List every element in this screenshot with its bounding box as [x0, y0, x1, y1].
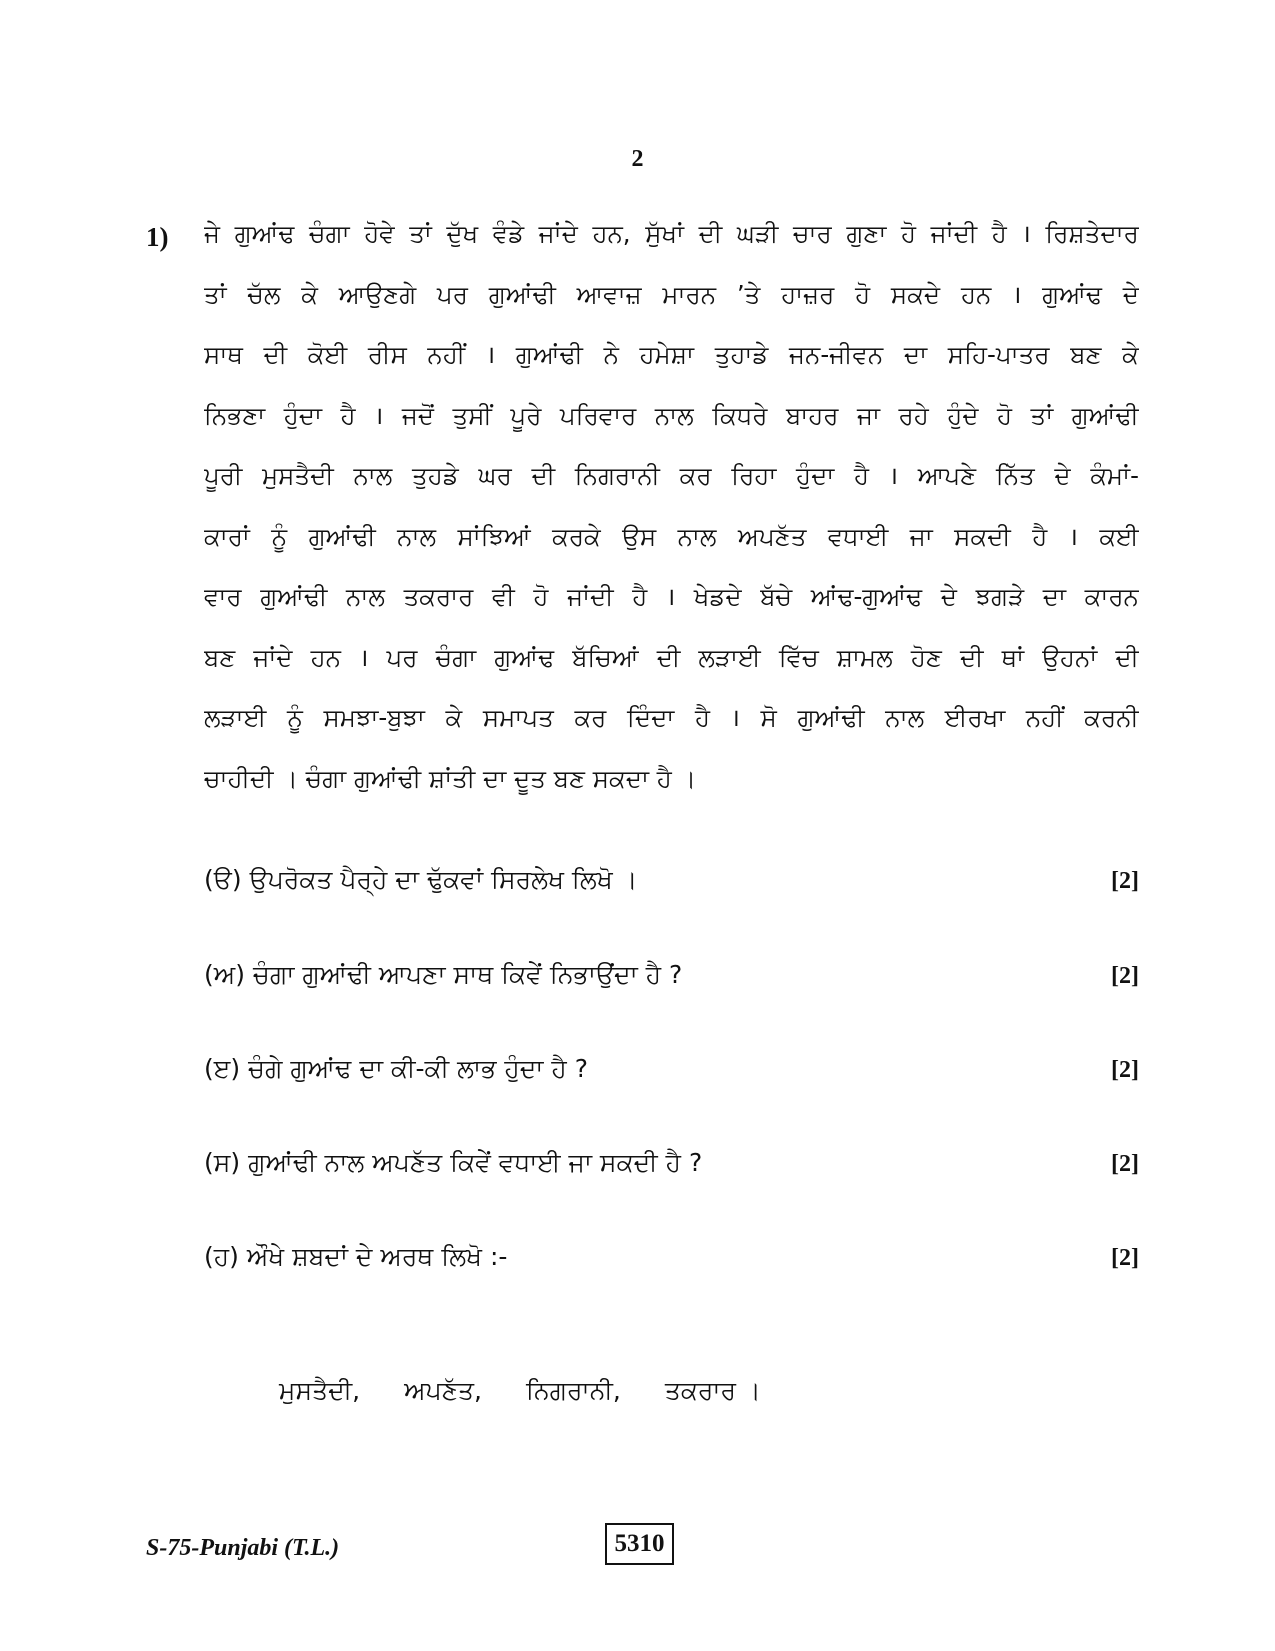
sub-question: [204, 1054, 1139, 1084]
marks: [2]: [1111, 963, 1139, 989]
passage-line: ਬਣ ਜਾਂਦੇ ਹਨ । ਪਰ ਚੰਗਾ ਗੁਆਂਢ ਬੱਚਿਆਂ ਦੀ ਲੜਾਈ ਵਿੱਚ ਸ਼ਾਮਲ ਹੋਣ ਦੀ ਥਾਂ ਉਹਨਾਂ ਦੀ: [204, 642, 1139, 672]
sub-question-body: ਉਪਰੋਕਤ ਪੈਰ੍ਹੇ ਦਾ ਢੁੱਕਵਾਂ ਸਿਰਲੇਖ ਲਿਖੋ ।: [249, 865, 638, 894]
marks: [2]: [1111, 1245, 1139, 1271]
passage-line: ਸਾਥ ਦੀ ਕੋਈ ਰੀਸ ਨਹੀਂ । ਗੁਆਂਢੀ ਨੇ ਹਮੇਸ਼ਾ ਤੁਹਾਡੇ ਜਨ-ਜੀਵਨ ਦਾ ਸਹਿ-ਪਾਤਰ ਬਣ ਕੇ: [204, 340, 1139, 369]
passage-line: ਜੇ ਗੁਆਂਢ ਚੰਗਾ ਹੋਵੇ ਤਾਂ ਦੁੱਖ ਵੰਡੇ ਜਾਂਦੇ ਹਨ, ਸੁੱਖਾਂ ਦੀ ਘੜੀ ਚਾਰ ਗੁਣਾ ਹੋ ਜਾਂਦੀ ਹੈ । ਰਿਸ਼ਤੇਦਾਰ: [204, 219, 1139, 248]
vocab-word: ਅਪਣੱਤ,: [404, 1376, 482, 1405]
sub-question: [204, 1242, 1139, 1272]
marks: [2]: [1111, 1057, 1139, 1083]
footer-code: S-75-Punjabi (T.L.): [146, 1535, 340, 1561]
sub-question-body: ਗੁਆਂਢੀ ਨਾਲ ਅਪਣੱਤ ਕਿਵੇਂ ਵਧਾਈ ਜਾ ਸਕਦੀ ਹੈ ?: [248, 1148, 703, 1177]
passage-line: ਪੂਰੀ ਮੁਸਤੈਦੀ ਨਾਲ ਤੁਹਡੇ ਘਰ ਦੀ ਨਿਗਰਾਨੀ ਕਰ ਰਿਹਾ ਹੁੰਦਾ ਹੈ । ਆਪਣੇ ਨਿੱਤ ਦੇ ਕੰਮਾਂ-: [204, 461, 1139, 490]
sub-question-text: [204, 960, 682, 990]
footer-box-number: 5310: [605, 1523, 674, 1565]
passage-line: ਲੜਾਈ ਨੂੰ ਸਮਝਾ-ਬੁਝਾ ਕੇ ਸਮਾਪਤ ਕਰ ਦਿੰਦਾ ਹੈ । ਸੋ ਗੁਆਂਢੀ ਨਾਲ ਈਰਖਾ ਨਹੀਂ ਕਰਨੀ: [204, 703, 1139, 732]
vocab-word: ਮੁਸਤੈਦੀ,: [279, 1376, 361, 1405]
sub-question-label: (ੳ): [204, 865, 242, 894]
passage-line: ਨਿਭਣਾ ਹੁੰਦਾ ਹੈ । ਜਦੋਂ ਤੁਸੀਂ ਪੂਰੇ ਪਰਿਵਾਰ ਨਾਲ ਕਿਧਰੇ ਬਾਹਰ ਜਾ ਰਹੇ ਹੁੰਦੇ ਹੋ ਤਾਂ ਗੁਆਂਢੀ: [204, 400, 1139, 430]
vocab-word: ਨਿਗਰਾਨੀ,: [525, 1376, 621, 1405]
sub-question: [204, 1148, 1139, 1178]
sub-question-body: ਚੰਗੇ ਗੁਆਂਢ ਦਾ ਕੀ-ਕੀ ਲਾਭ ਹੁੰਦਾ ਹੈ ?: [248, 1054, 588, 1083]
sub-question-label: (ਹ): [204, 1242, 239, 1271]
sub-question-text: [204, 1148, 702, 1178]
passage: [204, 218, 1139, 823]
vocab-word: ਤਕਰਾਰ ।: [664, 1376, 761, 1405]
sub-question-label: (ੲ): [204, 1054, 241, 1083]
sub-question-body: ਚੰਗਾ ਗੁਆਂਢੀ ਆਪਣਾ ਸਾਥ ਕਿਵੇਂ ਨਿਭਾਉਂਦਾ ਹੈ ?: [253, 960, 683, 989]
marks: [2]: [1111, 868, 1139, 894]
sub-question-text: [204, 1242, 507, 1272]
passage-line: ਤਾਂ ਚੱਲ ਕੇ ਆਉਣਗੇ ਪਰ ਗੁਆਂਢੀ ਆਵਾਜ਼ ਮਾਰਨ ’ਤੇ ਹਾਜ਼ਰ ਹੋ ਸਕਦੇ ਹਨ । ਗੁਆਂਢ ਦੇ: [204, 279, 1139, 309]
marks: [2]: [1111, 1151, 1139, 1177]
sub-question-text: [204, 1054, 588, 1084]
word-list: [279, 1376, 805, 1406]
passage-line: ਚਾਹੀਦੀ । ਚੰਗਾ ਗੁਆਂਢੀ ਸ਼ਾਂਤੀ ਦਾ ਦੂਤ ਬਣ ਸਕਦਾ ਹੈ ।: [204, 763, 697, 793]
passage-line: ਕਾਰਾਂ ਨੂੰ ਗੁਆਂਢੀ ਨਾਲ ਸਾਂਝਿਆਂ ਕਰਕੇ ਉਸ ਨਾਲ ਅਪਣੱਤ ਵਧਾਈ ਜਾ ਸਕਦੀ ਹੈ । ਕਈ: [204, 521, 1139, 551]
sub-question: [204, 865, 1139, 895]
sub-question-text: [204, 865, 637, 895]
sub-question-label: (ਅ): [204, 960, 246, 989]
page-number: 2: [631, 146, 644, 172]
sub-question-body: ਔਖੇ ਸ਼ਬਦਾਂ ਦੇ ਅਰਥ ਲਿਖੋ :-: [246, 1242, 508, 1271]
sub-question-label: (ਸ): [204, 1148, 241, 1177]
question-number: 1): [146, 222, 169, 252]
passage-line: ਵਾਰ ਗੁਆਂਢੀ ਨਾਲ ਤਕਰਾਰ ਵੀ ਹੋ ਜਾਂਦੀ ਹੈ । ਖੇਡਦੇ ਬੱਚੇ ਆਂਢ-ਗੁਆਂਢ ਦੇ ਝਗੜੇ ਦਾ ਕਾਰਨ: [204, 582, 1139, 611]
sub-question: [204, 960, 1139, 990]
